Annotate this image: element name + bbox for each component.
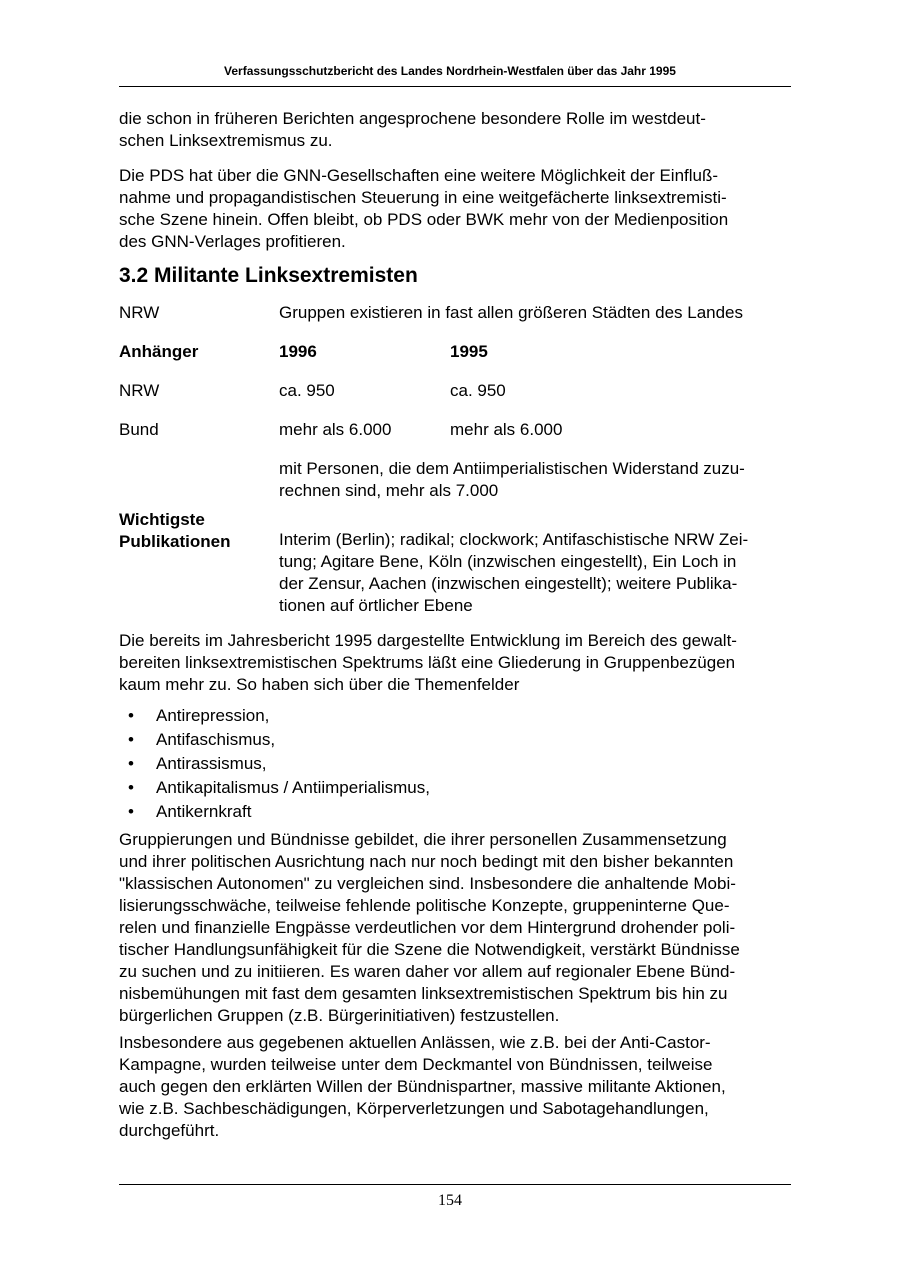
region-label: NRW — [119, 303, 160, 322]
text-line: Wichtigste — [119, 510, 205, 529]
region-text: Gruppen existieren in fast allen größeren Städten des Landes — [279, 303, 744, 322]
members-label: Anhänger — [119, 342, 199, 361]
list-item — [128, 728, 430, 752]
text-line: sche Szene hinein. Offen bleibt, ob PDS oder BWK mehr von der Medienposition — [119, 210, 729, 229]
text-line: die schon in früheren Berichten angesprochene besondere Rolle im westdeut- — [119, 109, 706, 128]
text-line: mit Personen, die dem Antiimperialistischen Widerstand zuzu- — [279, 459, 745, 478]
text-line: wie z.B. Sachbeschädigungen, Körperverletzungen und Sabotagehandlungen, — [119, 1099, 709, 1118]
bullet-icon: • — [128, 778, 134, 797]
text-line: Kampagne, wurden teilweise unter dem Deckmantel von Bündnissen, teilweise — [119, 1055, 713, 1074]
bund-label: Bund — [119, 420, 159, 439]
list-item-text: Antirepression, — [156, 706, 270, 725]
list-item-text: Antikapitalismus / Antiimperialismus, — [156, 778, 430, 797]
list-item — [128, 704, 430, 728]
text-line: durchgeführt. — [119, 1121, 220, 1140]
list-item-text: Antirassismus, — [156, 754, 267, 773]
text-line: der Zensur, Aachen (inzwischen eingestellt); weitere Publika- — [279, 574, 738, 593]
text-line: "klassischen Autonomen" zu vergleichen sind. Insbesondere die anhaltende Mobi- — [119, 874, 736, 893]
text-line: bürgerlichen Gruppen (z.B. Bürgerinitiativen) festzustellen. — [119, 1006, 560, 1025]
text-line: Interim (Berlin); radikal; clockwork; Antifaschistische NRW Zei- — [279, 530, 749, 549]
page-number: 154 — [438, 1192, 462, 1209]
text-line: tung; Agitare Bene, Köln (inzwischen eingestellt), Ein Loch in — [279, 552, 737, 571]
publications-label — [119, 509, 230, 553]
footer-rule — [119, 1184, 791, 1185]
text-line: kaum mehr zu. So haben sich über die Themenfelder — [119, 675, 520, 694]
list-item — [128, 800, 430, 824]
bullet-icon: • — [128, 706, 134, 725]
intro-paragraph-1 — [119, 108, 791, 152]
topic-list — [128, 704, 430, 824]
text-line: Insbesondere aus gegebenen aktuellen Anlässen, wie z.B. bei der Anti-Castor- — [119, 1033, 711, 1052]
text-line: tionen auf örtlicher Ebene — [279, 596, 473, 615]
text-line: nahme und propagandistischen Steuerung in eine weitgefächerte linksextremisti- — [119, 188, 727, 207]
bund-1996-value: mehr als 6.000 — [279, 420, 392, 439]
text-line: lisierungsschwäche, teilweise fehlende politische Konzepte, gruppeninterne Que- — [119, 896, 730, 915]
text-line: des GNN-Verlages profitieren. — [119, 232, 346, 251]
list-item — [128, 776, 430, 800]
publications-text — [279, 529, 791, 617]
text-line: relen und finanzielle Engpässe verdeutlichen vor dem Hintergrund drohender poli- — [119, 918, 736, 937]
body-paragraph-5 — [119, 1032, 791, 1142]
bullet-icon: • — [128, 754, 134, 773]
nrw-1995-value: ca. 950 — [450, 381, 506, 400]
year-1995-header: 1995 — [450, 342, 488, 361]
text-line: rechnen sind, mehr als 7.000 — [279, 481, 499, 500]
text-line: zu suchen und zu initiieren. Es waren daher vor allem auf regionaler Ebene Bünd- — [119, 962, 736, 981]
bullet-icon: • — [128, 730, 134, 749]
list-item — [128, 752, 430, 776]
text-line: Die bereits im Jahresbericht 1995 dargestellte Entwicklung im Bereich des gewalt- — [119, 631, 737, 650]
section-heading: 3.2 Militante Linksextremisten — [119, 264, 418, 287]
text-line: tischer Handlungsunfähigkeit für die Szene die Notwendigkeit, verstärkt Bündnisse — [119, 940, 740, 959]
running-header: Verfassungsschutzbericht des Landes Nordrhein-Westfalen über das Jahr 1995 — [224, 64, 676, 78]
bullet-icon: • — [128, 802, 134, 821]
year-1996-header: 1996 — [279, 342, 317, 361]
intro-paragraph-2 — [119, 165, 791, 253]
body-paragraph-3 — [119, 630, 791, 696]
text-line: und ihrer politischen Ausrichtung nach nur noch bedingt mit den bisher bekannten — [119, 852, 734, 871]
nrw-1996-value: ca. 950 — [279, 381, 335, 400]
text-line: nisbemühungen mit fast dem gesamten linksextremistischen Spektrum bis hin zu — [119, 984, 728, 1003]
text-line: schen Linksextremismus zu. — [119, 131, 333, 150]
header-rule — [119, 86, 791, 87]
bund-1995-value: mehr als 6.000 — [450, 420, 563, 439]
body-paragraph-4 — [119, 829, 791, 1027]
text-line: Die PDS hat über die GNN-Gesellschaften eine weitere Möglichkeit der Einfluß- — [119, 166, 719, 185]
text-line: bereiten linksextremistischen Spektrums läßt eine Gliederung in Gruppenbezügen — [119, 653, 736, 672]
nrw-label: NRW — [119, 381, 160, 400]
text-line: auch gegen den erklärten Willen der Bündnispartner, massive militante Aktionen, — [119, 1077, 726, 1096]
list-item-text: Antifaschismus, — [156, 730, 276, 749]
list-item-text: Antikernkraft — [156, 802, 252, 821]
members-note — [279, 458, 791, 502]
text-line: Gruppierungen und Bündnisse gebildet, die ihrer personellen Zusammensetzung — [119, 830, 727, 849]
text-line: Publikationen — [119, 532, 231, 551]
